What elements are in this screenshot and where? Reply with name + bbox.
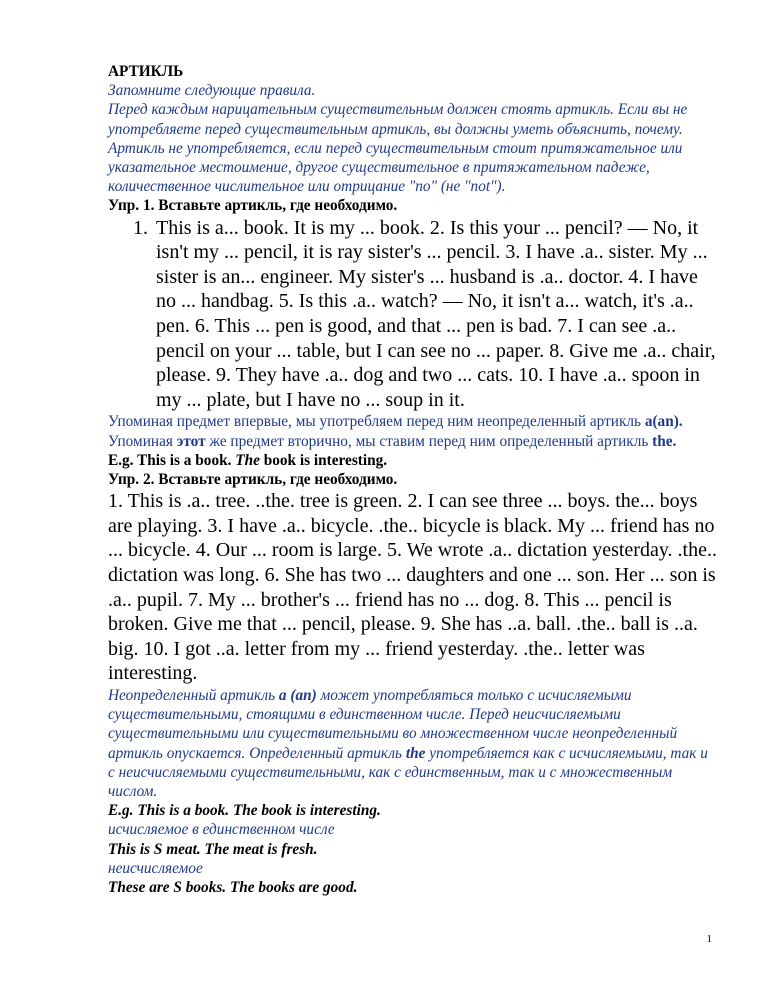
- exercise-1-heading: Упр. 1. Вставьте артикль, где необходимо.: [108, 197, 398, 215]
- rule-1: Перед каждым нарицательным существительным должен стоять артикль. Если вы не употребляете перед существительным артикль, вы должны уметь объяснить, почему.: [108, 101, 688, 138]
- note-uncountable: неисчисляемое: [108, 859, 203, 877]
- rule-3: Неопределенный артикль a (an) может употребляться только с исчисляемыми существительными, стоящими в единственном числе. Перед неисчисляемыми существительными или существительными во множественном числе неопределенный артикль опускается. Определенный артикль the употребляется как с исчисляемыми, так и с неисчисляемыми существительными, как с единственным, так и с множественным числом.: [108, 686, 708, 800]
- rules-heading: Запомните следующие правила.: [108, 82, 316, 100]
- note-countable-singular: исчисляемое в единственном числе: [108, 821, 335, 839]
- exercise-2-text: 1. This is .a.. tree. ..the. tree is green. 2. I can see three ... boys. the... boys are playing. 3. I have .a.. bicycle. .the.. bicycle is black. My ... friend has no ... bicycle. 4. Our ... room is large. 5. We wrote .a.. dictation yesterday. .the.. dictation was long. 6. She has two ... daughters and one ... son. Her ... son is .a.. pupil. 7. My ... brother's ... friend has no ... dog. 8. This ... pencil is broken. Give me that ... pencil, please. 9. She has ..a. ball. .the.. ball is ..a. big. 10. I got ..a. letter from my ... friend yesterday. .the.. letter was interesting.: [108, 490, 717, 685]
- example-3: This is S meat. The meat is fresh.: [108, 840, 318, 858]
- example-4: These are S books. The books are good.: [108, 878, 358, 896]
- rule-2: Артикль не употребляется, если перед существительным стоит притяжательное или указательное местоимение, другое существительное в притяжательном падеже, количественное числительное или отрицание "no" (не "not").: [108, 139, 683, 196]
- definite-indefinite-rule: Упоминая предмет впервые, мы употребляем перед ним неопределенный артикль a(an). Упоминая этот же предмет вторично, мы ставим перед ним определенный артикль the.: [108, 413, 683, 450]
- exercise-2-heading: Упр. 2. Вставьте артикль, где необходимо.: [108, 470, 398, 488]
- document-title: АРТИКЛЬ: [108, 63, 184, 80]
- example-1: E.g. This is a book. The book is interesting.: [108, 451, 388, 469]
- exercise-1-list: [108, 216, 718, 413]
- example-2: E.g. This is a book. The book is interesting.: [108, 802, 381, 820]
- document-page: [108, 62, 718, 897]
- exercise-1-text: 1. This is a... book. It is my ... book. 2. Is this your ... pencil? — No, it isn't my ... pencil, it is ray sister's ... pencil. 3. I have .a.. sister. My ... sister is an... engineer. My sister's ... husband is .a.. doctor. 4. I have no ... handbag. 5. Is this .a.. watch? — No, it isn't a... watch, it's .a.. pen. 6. This ... pen is good, and that ... pen is bad. 7. I can see .a.. pencil on your ... table, but I can see no ... paper. 8. Give me .a.. chair, please. 9. They have .a.. dog and two ... cats. 10. I have .a.. spoon in my ... plate, but I have no ... soup in it.: [153, 216, 718, 413]
- page-number: 1: [706, 933, 712, 945]
